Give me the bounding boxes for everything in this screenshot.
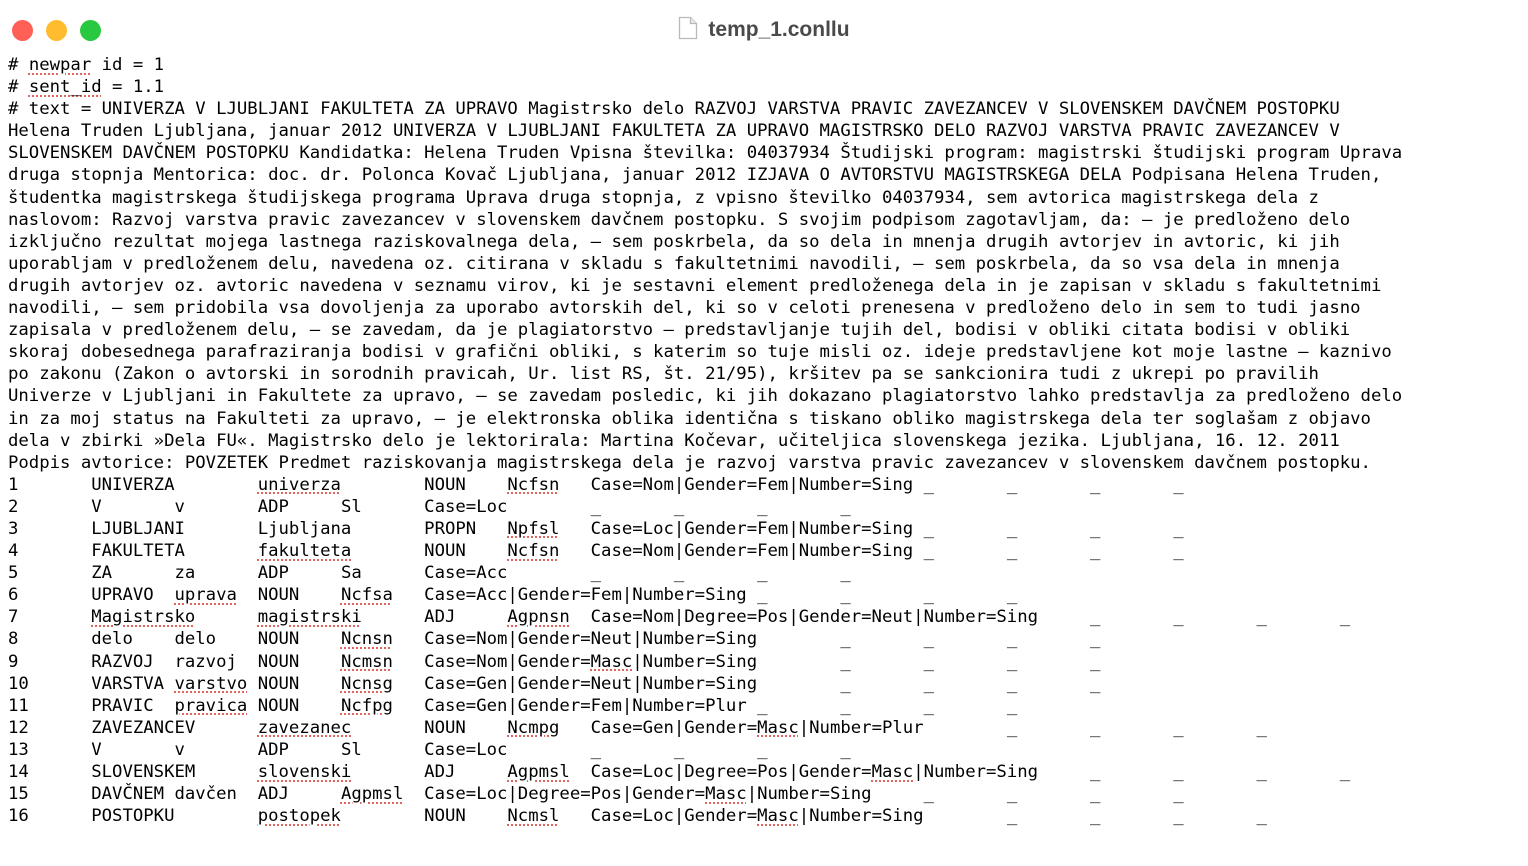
spellcheck-underline: uprava: [174, 585, 237, 606]
spellcheck-underline: Npfsl: [507, 518, 560, 539]
title-bar[interactable]: [0, 0, 1528, 58]
spellcheck-underline: Agpmsl: [507, 762, 570, 782]
window-title: temp_1.conllu: [708, 18, 850, 41]
editor-line[interactable]: in za moj status na Fakulteti za upravo, – je elektronska oblika identična s tiskano obliko magistrskega dela ter soglašam z objavo: [8, 408, 1371, 429]
document-icon: [678, 16, 698, 48]
spellcheck-underline: newpar: [28, 55, 92, 75]
editor-line[interactable]: zapisala v predloženem delu, – se zavedam, da je plagiatorstvo – predstavljanje tujih del, bodisi v obliki citata bodisi v obliki: [8, 320, 1351, 341]
editor-line[interactable]: Podpis avtorice: POVZETEK Predmet raziskovanja magistrskega dela je razvoj varstva pravic zavezancev v slovenskem davčnem postopku.: [8, 452, 1371, 473]
editor-line[interactable]: 13 V v ADP Sl Case=Loc _ _ _ _: [8, 739, 851, 760]
editor-line[interactable]: 14 SLOVENSKEM slovenski ADJ Agpmsl Case=Loc|Degree=Pos|Gender=Masc|Number=Sing _ _ _ _: [8, 762, 1351, 782]
spellcheck-underline: sent_id: [28, 77, 102, 98]
spellcheck-underline: Ncfpg: [340, 695, 393, 716]
spellcheck-underline: univerza: [257, 474, 341, 495]
editor-line[interactable]: # newpar id = 1: [8, 55, 165, 75]
editor-line[interactable]: navodili, – sem pridobila vsa dovoljenja za uporabo avtorskih del, ki so v celoti prenesena v predloženo delo in sem to tudi jasno: [8, 298, 1361, 319]
spellcheck-underline: pravica: [174, 695, 248, 716]
spellcheck-underline: slovenski: [257, 762, 352, 782]
spellcheck-underline: Masc: [705, 784, 747, 805]
spellcheck-underline: Agpmsl: [340, 784, 404, 805]
editor-line[interactable]: 16 POSTOPKU postopek NOUN Ncmsl Case=Loc|Gender=Masc|Number=Sing _ _ _ _: [8, 806, 1267, 827]
editor-line[interactable]: 8 delo delo NOUN Ncnsn Case=Nom|Gender=Neut|Number=Sing _ _ _ _: [8, 629, 1101, 650]
spellcheck-underline: Ncfsn: [507, 474, 560, 495]
spellcheck-underline: Agpnsn: [507, 607, 570, 628]
editor-line[interactable]: 10 VARSTVA varstvo NOUN Ncnsg Case=Gen|Gender=Neut|Number=Sing _ _ _ _: [8, 673, 1101, 694]
spellcheck-underline: Ncnsn: [340, 629, 393, 650]
editor-line[interactable]: 3 LJUBLJANI Ljubljana PROPN Npfsl Case=Loc|Gender=Fem|Number=Sing _ _ _ _: [8, 518, 1184, 539]
editor-line[interactable]: študentka magistrskega študijskega programa Uprava druga stopnja, z vpisno številko 04037934, sem avtorica magistrskega dela z: [8, 187, 1319, 208]
editor-line[interactable]: Helena Truden Ljubljana, januar 2012 UNIVERZA V LJUBLJANI FAKULTETA ZA UPRAVO MAGISTRSKO DELO RAZVOJ VARSTVA PRAVIC ZAVEZANCEV V: [8, 121, 1340, 142]
spellcheck-underline: fakulteta: [257, 541, 352, 562]
editor-line[interactable]: # sent_id = 1.1: [8, 77, 165, 98]
spellcheck-underline: Ncmsn: [340, 651, 393, 672]
editor-line[interactable]: 11 PRAVIC pravica NOUN Ncfpg Case=Gen|Gender=Fem|Number=Plur _ _ _ _: [8, 695, 1018, 716]
editor-line[interactable]: # text = UNIVERZA V LJUBLJANI FAKULTETA ZA UPRAVO Magistrsko delo RAZVOJ VARSTVA PRAVIC ZAVEZANCEV V SLOVENSKEM DAVČNEM POSTOPKU: [8, 99, 1340, 120]
editor-line[interactable]: 15 DAVČNEM davčen ADJ Agpmsl Case=Loc|Degree=Pos|Gender=Masc|Number=Sing _ _ _ _: [8, 784, 1184, 805]
editor-line[interactable]: Univerze v Ljubljani in Fakultete za upravo, – se zavedam posledic, ki jih dokazano plagiatorstvo lahko predstavlja za predloženo delo: [8, 386, 1403, 407]
editor-line[interactable]: 12 ZAVEZANCEV zavezanec NOUN Ncmpg Case=Gen|Gender=Masc|Number=Plur _ _ _ _: [8, 717, 1267, 738]
spellcheck-underline: Ncmpg: [507, 717, 560, 738]
spellcheck-underline: magistrski: [257, 607, 362, 628]
editor-line[interactable]: druga stopnja Mentorica: doc. dr. Polonca Kovač Ljubljana, januar 2012 IZJAVA O AVTORSTVU MAGISTRSKEGA DELA Podpisana Helena Truden,: [8, 165, 1382, 186]
editor-line[interactable]: naslovom: Razvoj varstva pravic zavezancev v slovenskem davčnem postopku. S svojim podpisom zagotavljam, da: – je predloženo delo: [8, 209, 1351, 230]
spellcheck-underline: Ncnsg: [340, 673, 393, 694]
spellcheck-underline: zavezanec: [257, 717, 352, 738]
editor-line[interactable]: skoraj dobesednega parafraziranja bodisi v grafični obliki, s katerim so tuje misli oz. ideje predstavljene kot moje lastne – kaznivo: [8, 342, 1392, 363]
text-editor-content[interactable]: [8, 54, 1523, 827]
editor-line[interactable]: 4 FAKULTETA fakulteta NOUN Ncfsn Case=Nom|Gender=Fem|Number=Sing _ _ _ _: [8, 541, 1184, 562]
editor-line[interactable]: 9 RAZVOJ razvoj NOUN Ncmsn Case=Nom|Gender=Masc|Number=Sing _ _ _ _: [8, 651, 1101, 672]
window-title-area: [0, 16, 1528, 48]
editor-line[interactable]: po zakonu (Zakon o avtorski in sorodnih pravicah, Ur. list RS, št. 21/95), kršitev pa se sankcionira tudi z ukrepi po pravilih: [8, 364, 1319, 385]
editor-line[interactable]: 2 V v ADP Sl Case=Loc _ _ _ _: [8, 496, 851, 517]
spellcheck-underline: Masc: [590, 651, 633, 672]
editor-line[interactable]: 7 Magistrsko magistrski ADJ Agpnsn Case=Nom|Degree=Pos|Gender=Neut|Number=Sing _ _ _ _: [8, 607, 1351, 628]
spellcheck-underline: Ncfsa: [340, 585, 393, 606]
editor-line[interactable]: uporabljam v predloženem delu, navedena oz. citirana v skladu s fakultetnimi navodili, – sem poskrbela, da so vsa dela in mnenja: [8, 253, 1340, 274]
editor-line[interactable]: 5 ZA za ADP Sa Case=Acc _ _ _ _: [8, 563, 851, 584]
spellcheck-underline: Masc: [757, 806, 799, 827]
editor-line[interactable]: 6 UPRAVO uprava NOUN Ncfsa Case=Acc|Gender=Fem|Number=Sing _ _ _ _: [8, 585, 1018, 606]
spellcheck-underline: varstvo: [174, 673, 248, 694]
spellcheck-underline: Ncfsn: [507, 541, 560, 562]
spellcheck-underline: Ncmsl: [507, 806, 560, 827]
editor-line[interactable]: dela v zbirki »Dela FU«. Magistrsko delo je lektorirala: Martina Kočevar, učiteljica slovenskega jezika. Ljubljana, 16. 12. 2011: [8, 430, 1340, 451]
spellcheck-underline: postopek: [257, 806, 341, 827]
spellcheck-underline: Masc: [871, 762, 914, 782]
editor-line[interactable]: drugih avtorjev oz. avtoric navedena v seznamu virov, ki je sestavni element predloženega dela in je zapisan v skladu s fakultetnimi: [8, 275, 1382, 296]
editor-line[interactable]: izključno rezultat mojega lastnega raziskovalnega dela, – sem poskrbela, da so dela in mnenja drugih avtorjev in avtoric, ki jih: [8, 231, 1340, 252]
editor-line[interactable]: 1 UNIVERZA univerza NOUN Ncfsn Case=Nom|Gender=Fem|Number=Sing _ _ _ _: [8, 474, 1184, 495]
spellcheck-underline: Masc: [757, 717, 799, 738]
editor-line[interactable]: SLOVENSKEM DAVČNEM POSTOPKU Kandidatka: Helena Truden Vpisna številka: 04037934 Študijski program: magistrski študijski program Uprava: [8, 143, 1403, 164]
spellcheck-underline: Magistrsko: [91, 607, 196, 628]
